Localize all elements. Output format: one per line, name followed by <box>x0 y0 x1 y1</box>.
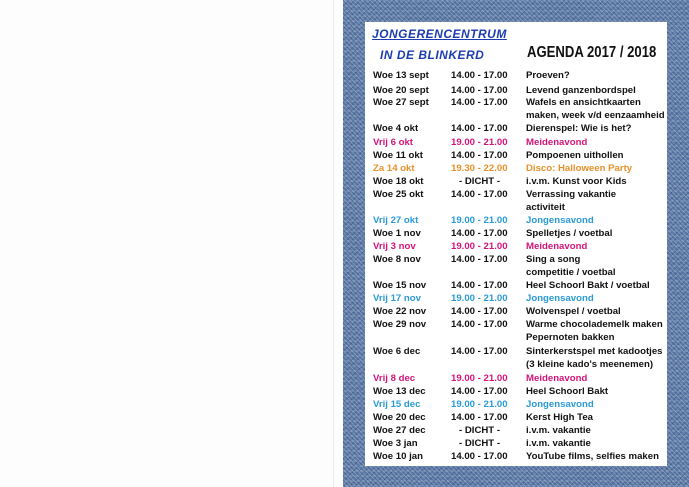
row-activity: Meidenavond <box>526 137 588 148</box>
agenda-row <box>373 254 668 267</box>
row-activity: Kerst High Tea <box>526 412 593 423</box>
row-activity-continued: Pepernoten bakken <box>526 332 615 343</box>
agenda-row <box>373 293 668 306</box>
row-activity: Wolvenspel / voetbal <box>526 306 621 317</box>
left-blank-page <box>0 0 343 487</box>
page-fold <box>333 0 334 487</box>
agenda-row <box>373 123 668 136</box>
row-time: 19.00 - 21.00 <box>451 241 508 252</box>
row-activity: Meidenavond <box>526 241 588 252</box>
row-date: Woe 6 dec <box>373 346 421 357</box>
row-activity: Jongensavond <box>526 215 594 226</box>
agenda-row <box>373 399 668 412</box>
row-activity: Sing a song <box>526 254 581 265</box>
row-time: 19.00 - 21.00 <box>451 215 508 226</box>
agenda-row <box>373 70 668 83</box>
row-time: 14.00 - 17.00 <box>451 150 508 161</box>
agenda-row <box>373 280 668 293</box>
agenda-row <box>373 425 668 438</box>
row-time: 14.00 - 17.00 <box>451 254 508 265</box>
row-activity: YouTube films, selfies maken <box>526 451 659 462</box>
agenda-row <box>373 176 668 189</box>
row-date: Woe 15 nov <box>373 280 427 291</box>
row-activity: Dierenspel: Wie is het? <box>526 123 632 134</box>
agenda-row <box>373 306 668 319</box>
agenda-row <box>373 373 668 386</box>
club-name-line1: JONGERENCENTRUM <box>372 27 507 41</box>
row-date: Vrij 3 nov <box>373 241 416 252</box>
agenda-title: AGENDA 2017 / 2018 <box>527 44 657 61</box>
row-date: Vrij 6 okt <box>373 137 413 148</box>
agenda-row <box>373 451 668 464</box>
agenda-row <box>373 346 668 359</box>
agenda-row <box>373 215 668 228</box>
agenda-row <box>373 438 668 451</box>
row-time: - DICHT - <box>459 425 501 436</box>
row-time: 19.00 - 21.00 <box>451 399 508 410</box>
row-activity: Levend ganzenbordspel <box>526 85 636 96</box>
agenda-row <box>373 150 668 163</box>
row-date: Woe 8 nov <box>373 254 421 265</box>
agenda-row <box>373 386 668 399</box>
row-time: 14.00 - 17.00 <box>451 85 508 96</box>
row-activity: Jongensavond <box>526 293 594 304</box>
club-name-line2: IN DE BLINKERD <box>380 48 485 62</box>
agenda-row <box>373 137 668 150</box>
agenda-row <box>373 97 668 110</box>
row-time: 14.00 - 17.00 <box>451 346 508 357</box>
row-date: Woe 29 nov <box>373 319 427 330</box>
row-activity: Disco: Halloween Party <box>526 163 633 174</box>
row-date: Woe 20 sept <box>373 85 429 96</box>
row-date: Vrij 17 nov <box>373 293 421 304</box>
row-activity-continued: competitie / voetbal <box>526 267 616 278</box>
row-date: Woe 10 jan <box>373 451 423 462</box>
row-activity: Warme chocolademelk maken <box>526 319 663 330</box>
row-activity: Sinterkerstspel met kadootjes <box>526 346 663 357</box>
row-date: Woe 25 okt <box>373 189 424 200</box>
row-date: Woe 13 dec <box>373 386 426 397</box>
agenda-row <box>373 319 668 332</box>
row-time: 14.00 - 17.00 <box>451 70 508 81</box>
row-activity: Verrassing vakantie <box>526 189 617 200</box>
row-activity: Heel Schoorl Bakt / voetbal <box>526 280 650 291</box>
row-activity: Wafels en ansichtkaarten <box>526 97 641 108</box>
row-date: Woe 27 dec <box>373 425 426 436</box>
row-activity: Spelletjes / voetbal <box>526 228 613 239</box>
row-time: 14.00 - 17.00 <box>451 319 508 330</box>
row-time: 14.00 - 17.00 <box>451 228 508 239</box>
row-date: Woe 11 okt <box>373 150 423 161</box>
row-time: 14.00 - 17.00 <box>451 412 508 423</box>
row-activity: i.v.m. vakantie <box>526 425 591 436</box>
agenda-row <box>373 228 668 241</box>
row-date: Za 14 okt <box>373 163 415 174</box>
row-time: - DICHT - <box>459 176 501 187</box>
row-date: Woe 18 okt <box>373 176 424 187</box>
agenda-row <box>373 189 668 202</box>
row-time: 19.00 - 21.00 <box>451 373 508 384</box>
row-time: 14.00 - 17.00 <box>451 97 508 108</box>
row-activity-continued: activiteit <box>526 202 565 213</box>
agenda-row <box>373 241 668 254</box>
row-activity: Heel Schoorl Bakt <box>526 386 609 397</box>
row-date: Vrij 8 dec <box>373 373 416 384</box>
row-date: Woe 4 okt <box>373 123 419 134</box>
row-date: Woe 13 sept <box>373 70 429 81</box>
row-date: Vrij 15 dec <box>373 399 421 410</box>
agenda-row <box>373 412 668 425</box>
row-time: 14.00 - 17.00 <box>451 123 508 134</box>
row-time: 14.00 - 17.00 <box>451 386 508 397</box>
row-time: 14.00 - 17.00 <box>451 306 508 317</box>
row-activity: Proeven? <box>526 70 570 81</box>
row-time: 14.00 - 17.00 <box>451 280 508 291</box>
row-time: 14.00 - 17.00 <box>451 451 508 462</box>
row-date: Woe 22 nov <box>373 306 427 317</box>
row-time: 14.00 - 17.00 <box>451 189 508 200</box>
row-date: Woe 1 nov <box>373 228 421 239</box>
row-activity: i.v.m. Kunst voor Kids <box>526 176 627 187</box>
row-activity: Jongensavond <box>526 399 594 410</box>
row-activity: i.v.m. vakantie <box>526 438 591 449</box>
row-date: Woe 27 sept <box>373 97 429 108</box>
row-date: Woe 20 dec <box>373 412 426 423</box>
row-activity: Pompoenen uithollen <box>526 150 624 161</box>
row-activity-continued: maken, week v/d eenzaamheid <box>526 110 665 121</box>
row-time: 19.00 - 21.00 <box>451 293 508 304</box>
row-time: 19.00 - 21.00 <box>451 137 508 148</box>
agenda-row <box>373 163 668 176</box>
row-time: 19.30 - 22.00 <box>451 163 508 174</box>
row-date: Vrij 27 okt <box>373 215 419 226</box>
row-time: - DICHT - <box>459 438 501 449</box>
row-activity-continued: (3 kleine kado's meenemen) <box>526 359 654 370</box>
row-activity: Meidenavond <box>526 373 588 384</box>
row-date: Woe 3 jan <box>373 438 418 449</box>
